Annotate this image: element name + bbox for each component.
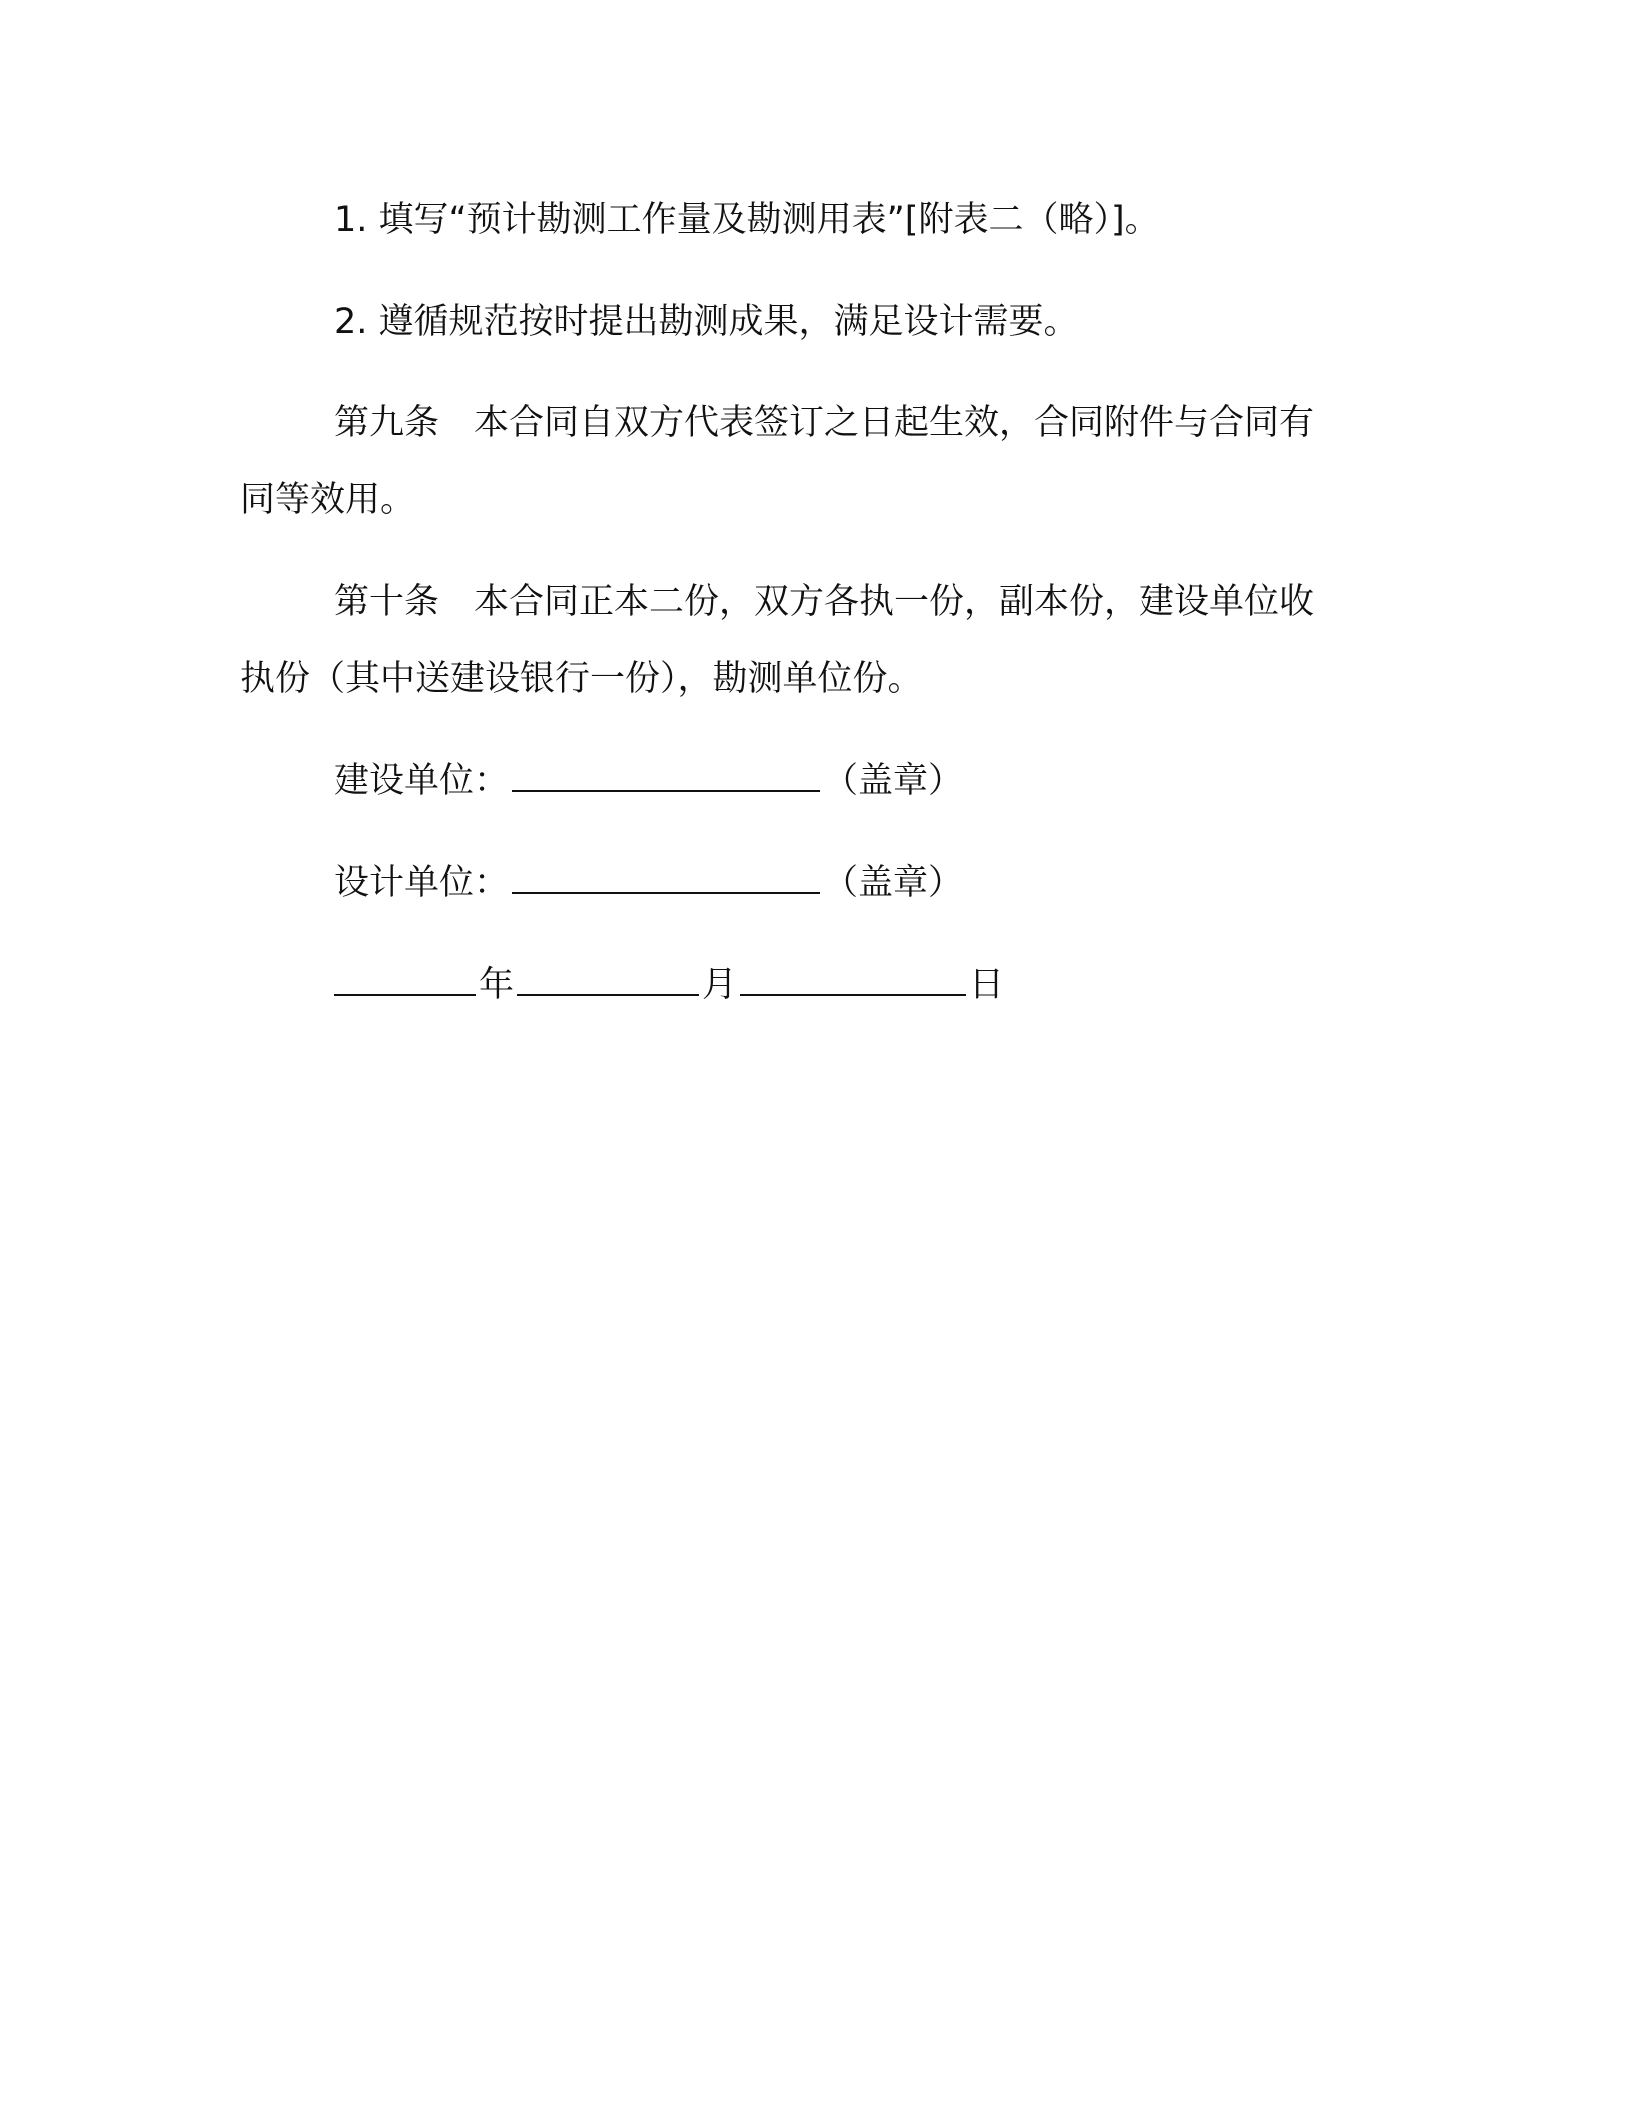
date-line <box>334 961 1004 1009</box>
article-9-line-1: 第九条 本合同自双方代表签订之日起生效，合同附件与合同有 <box>334 403 1315 443</box>
construction-unit-label: 建设单位： <box>334 761 510 801</box>
clause-item-2: 2. 遵循规范按时提出勘测成果，满足设计需要。 <box>334 302 1079 342</box>
clause-item-1: 1. 填写“预计勘测工作量及勘测用表”[附表二（略）]。 <box>334 200 1160 240</box>
construction-unit-seal-note: （盖章） <box>823 761 964 801</box>
day-label: 日 <box>969 965 1005 1005</box>
design-unit-label: 设计单位： <box>334 863 510 903</box>
design-unit-signature-line <box>334 859 963 907</box>
month-blank[interactable] <box>517 964 699 996</box>
construction-unit-signature-line <box>334 757 963 805</box>
year-blank[interactable] <box>334 964 476 996</box>
month-label: 月 <box>702 965 738 1005</box>
article-10-line-1: 第十条 本合同正本二份，双方各执一份，副本份，建设单位收 <box>334 582 1315 622</box>
article-10-line-2: 执份（其中送建设银行一份），勘测单位份。 <box>240 659 923 699</box>
year-label: 年 <box>479 965 515 1005</box>
construction-unit-blank[interactable] <box>512 760 820 792</box>
design-unit-blank[interactable] <box>512 862 820 894</box>
day-blank[interactable] <box>740 964 966 996</box>
design-unit-seal-note: （盖章） <box>823 863 964 903</box>
article-9-line-2: 同等效用。 <box>240 480 416 520</box>
